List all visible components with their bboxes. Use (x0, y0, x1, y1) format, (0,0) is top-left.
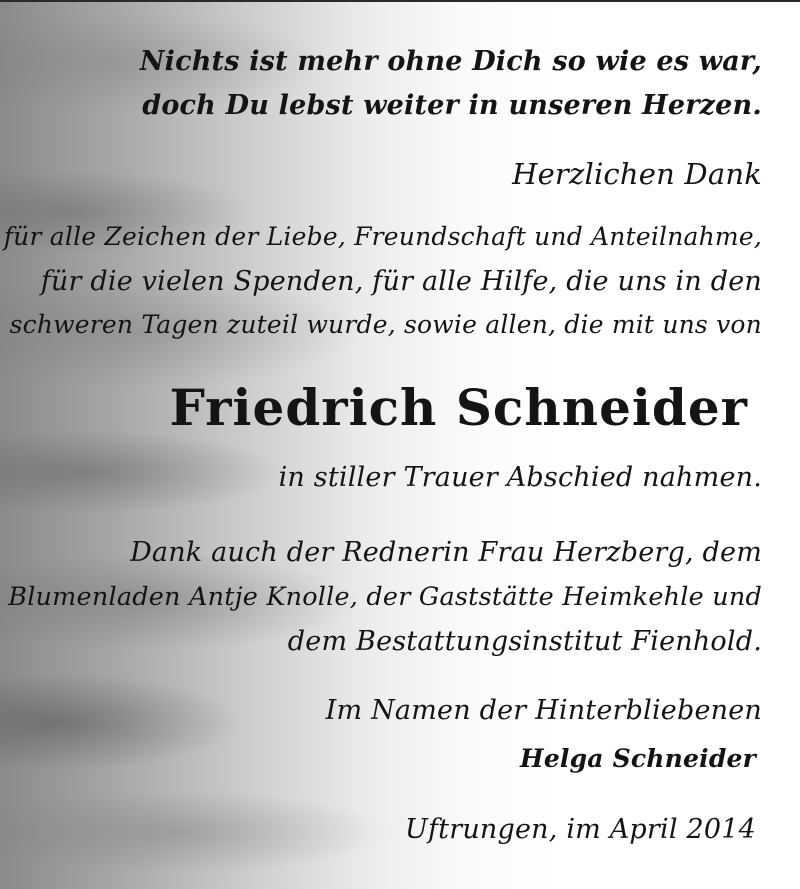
thanks-heading: Herzlichen Dank (512, 157, 762, 191)
additional-thanks-line-2: Blumenladen Antje Knolle, der Gaststätte Heimkehle und (8, 582, 762, 612)
farewell-line: in stiller Trauer Abschied nahmen. (278, 462, 762, 493)
thanks-line-2: für die vielen Spenden, für alle Hilfe, die uns in den (40, 266, 762, 297)
thanks-line-1: für alle Zeichen der Liebe, Freundschaft und Anteilnahme, (3, 222, 762, 251)
deceased-name: Friedrich Schneider (169, 378, 748, 437)
motto-line-1: Nichts ist mehr ohne Dich so wie es war, (139, 46, 762, 77)
additional-thanks-line-3: dem Bestattungsinstitut Fienhold. (287, 626, 762, 657)
motto-line-2: doch Du lebst weiter in unseren Herzen. (142, 90, 762, 121)
place-date: Uftrungen, im April 2014 (405, 814, 756, 845)
thanks-line-3: schweren Tagen zuteil wurde, sowie allen, die mit uns von (9, 310, 762, 339)
signatory-name: Helga Schneider (520, 744, 756, 773)
additional-thanks-line-1: Dank auch der Rednerin Frau Herzberg, dem (130, 537, 762, 568)
on-behalf-line: Im Namen der Hinterbliebenen (325, 695, 762, 726)
